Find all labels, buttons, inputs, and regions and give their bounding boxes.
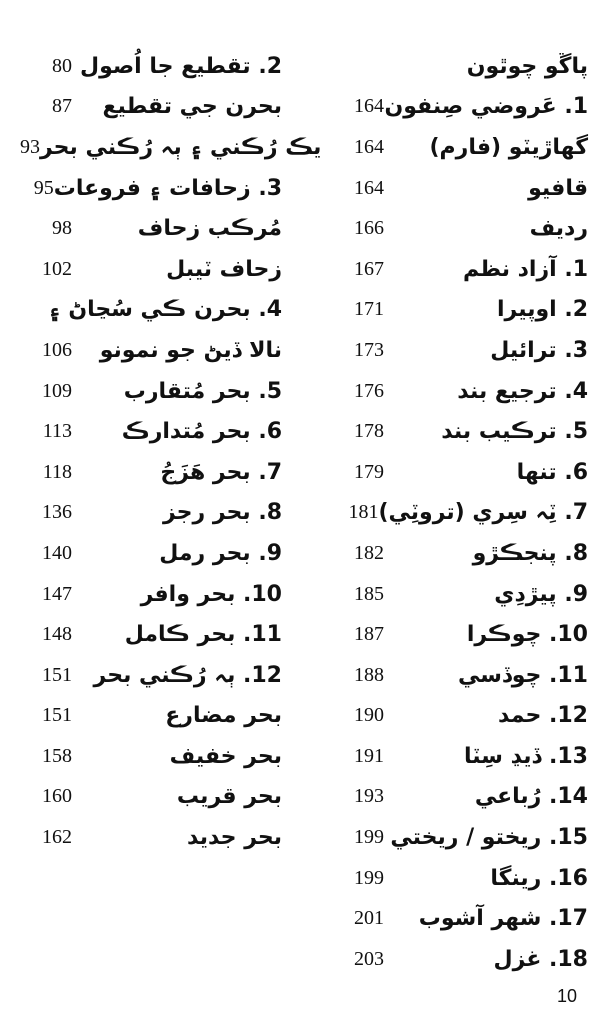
toc-right-column (326, 46, 588, 980)
toc-entry (20, 127, 322, 168)
toc-entry-title: 8. بحر رجز (163, 500, 282, 526)
toc-entry-title: 10. چوڪرا (466, 622, 588, 648)
toc-entry-title: 7. ٽِہ سِري (تروٽِي) (378, 500, 588, 526)
toc-entry (326, 452, 588, 493)
toc-entry-title: 6. بحر مُتدارڪ (121, 419, 282, 445)
toc-page-number: 185 (354, 582, 384, 605)
toc-page-number: 179 (354, 460, 384, 483)
toc-entry-title: 4. بحرن ڪي سُڃاڻ ۽ (47, 297, 282, 323)
toc-entry-title: 9. بحر رمل (159, 540, 282, 566)
toc-entry-title: 15. ريختو / ريختي (390, 825, 588, 851)
toc-entry (20, 777, 282, 818)
toc-page-number: 98 (52, 217, 72, 240)
toc-page-number: 199 (354, 866, 384, 889)
toc-page-number: 203 (354, 947, 384, 970)
toc-page-number: 118 (42, 460, 72, 483)
toc-entry (20, 411, 282, 452)
toc-entry (326, 411, 588, 452)
toc-entry-title: 18. غزل (493, 946, 588, 972)
toc-entry-title: 17. شهر آشوب (418, 906, 588, 932)
toc-entry-title: رديف (529, 216, 588, 242)
toc-entry-title: بحر مضارع (165, 703, 282, 729)
toc-entry (326, 898, 588, 939)
toc-entry-title: يڪ رُڪني ۽ ٻہ رُڪني بحر (40, 134, 322, 160)
toc-entry-title: 4. ترجيع بند (457, 378, 588, 404)
toc-entry-title: زحاف ٽيبل (166, 256, 282, 282)
toc-page-number: 164 (354, 176, 384, 199)
toc-page-number: 166 (354, 217, 384, 240)
toc-entry (326, 736, 588, 777)
toc-entry-title: 5. بحر مُتقارب (123, 378, 282, 404)
toc-page-number: 187 (354, 623, 384, 646)
toc-entry (20, 87, 282, 128)
toc-entry-title: 2. تقطيع جا اُصول (80, 53, 282, 79)
toc-page-number: 164 (354, 135, 384, 158)
toc-entry (20, 574, 282, 615)
toc-entry (20, 46, 282, 87)
toc-entry (326, 696, 588, 737)
page-number: 10 (557, 986, 578, 1006)
toc-entry-title: قافيو (528, 175, 588, 201)
toc-entry-title: 3. زحافات ۽ فروعات (53, 175, 282, 201)
toc-entry (326, 574, 588, 615)
toc-entry-title: 14. رُباعي (474, 784, 588, 810)
toc-entry (326, 533, 588, 574)
toc-entry-title: 12. حمد (498, 703, 588, 729)
toc-page-number: 182 (354, 541, 384, 564)
toc-entry-title: 5. ترڪيب بند (441, 419, 588, 445)
toc-entry-title: 11. چوڏسي (458, 662, 588, 688)
toc-entry-title: بحر خفيف (169, 743, 282, 769)
toc-page-number: 191 (354, 744, 384, 767)
toc-entry (20, 249, 282, 290)
toc-page-number: 178 (354, 420, 384, 443)
toc-page-number: 95 (33, 176, 54, 199)
toc-page-number: 188 (354, 663, 384, 686)
toc-entry-title: 13. ڏيڍ سِٽا (464, 743, 588, 769)
toc-entry-title: 3. ترائيل (490, 337, 588, 363)
toc-entry (326, 290, 588, 331)
toc-page-number: 171 (354, 298, 384, 321)
toc-entry-title: 10. بحر وافر (140, 581, 282, 607)
toc-entry (326, 655, 588, 696)
toc-entry-title: گهاڙيٽو (فارم) (429, 134, 588, 160)
toc-page-number: 102 (42, 257, 72, 280)
toc-page-number: 164 (354, 95, 384, 118)
toc-page-number: 162 (42, 826, 72, 849)
toc-page-number: 148 (42, 623, 72, 646)
section-heading: پاڱو چوٿون (466, 53, 588, 79)
toc-entry-title: بحر جديد (187, 825, 282, 851)
section-heading-row (326, 46, 588, 87)
toc-entry (20, 168, 282, 209)
toc-entry (326, 208, 588, 249)
toc-page-number: 93 (20, 135, 40, 158)
toc-entry (20, 736, 282, 777)
toc-entry (20, 655, 282, 696)
toc-entry (20, 208, 282, 249)
toc-entry (326, 614, 588, 655)
toc-page-number: 181 (348, 501, 379, 524)
toc-entry (326, 87, 588, 128)
toc-entry (326, 330, 588, 371)
toc-entry (20, 614, 282, 655)
toc-entry (326, 858, 588, 899)
toc-page-number: 173 (354, 338, 384, 361)
toc-page-number: 87 (52, 95, 72, 118)
toc-entry-title: نالا ڏيڻ جو نمونو (99, 337, 282, 363)
toc-entry (326, 168, 588, 209)
toc-entry-title: 2. اوپيرا (496, 297, 588, 323)
toc-entry-title: بحرن جي تقطيع (102, 94, 282, 120)
toc-entry (326, 249, 588, 290)
toc-entry (20, 290, 282, 331)
toc-page-number: 106 (42, 338, 72, 361)
toc-entry (326, 493, 588, 534)
toc-page-number: 193 (354, 785, 384, 808)
toc-page-number: 151 (42, 704, 72, 727)
toc-entry-title: مُرڪب زحاف (137, 216, 282, 242)
toc-entry (326, 127, 588, 168)
toc-entry-title: 8. پنجڪڙو (472, 540, 588, 566)
toc-entry-title: 7. بحر هَزَجُ (160, 459, 282, 485)
toc-entry-title: 1. عَروضي صِنفون (384, 94, 588, 120)
toc-page-number: 147 (42, 582, 72, 605)
toc-entry (326, 939, 588, 980)
toc-page-number: 190 (354, 704, 384, 727)
toc-left-column (20, 46, 322, 858)
toc-entry (20, 696, 282, 737)
toc-entry-title: 16. رينگا (490, 865, 588, 891)
toc-page-number: 167 (354, 257, 384, 280)
toc-entry-title: 9. پيڙدِي (494, 581, 588, 607)
toc-entry (20, 371, 282, 412)
toc-page-number: 136 (42, 501, 72, 524)
toc-entry-title: 1. آزاد نظم (463, 256, 588, 282)
toc-entry (20, 493, 282, 534)
toc-entry-title: 11. بحر ڪامل (124, 622, 282, 648)
toc-page-number: 199 (354, 826, 384, 849)
toc-entry (20, 330, 282, 371)
toc-page-number: 151 (42, 663, 72, 686)
toc-page-number: 158 (42, 744, 72, 767)
toc-entry (20, 533, 282, 574)
toc-entry-title: 6. تنها (516, 459, 588, 485)
toc-entry (326, 817, 588, 858)
toc-entry (326, 371, 588, 412)
toc-entry (326, 777, 588, 818)
toc-page-number: 113 (42, 420, 72, 443)
toc-page-number: 160 (42, 785, 72, 808)
toc-page-number: 140 (42, 541, 72, 564)
toc-entry-title: 12. ٻہ رُڪني بحر (93, 662, 282, 688)
toc-entry (20, 817, 282, 858)
toc-page-number: 80 (52, 54, 72, 77)
toc-page-number: 176 (354, 379, 384, 402)
toc-entry (20, 452, 282, 493)
toc-page-number: 201 (354, 907, 384, 930)
toc-entry-title: بحر قريب (176, 784, 282, 810)
toc-page-number: 109 (42, 379, 72, 402)
